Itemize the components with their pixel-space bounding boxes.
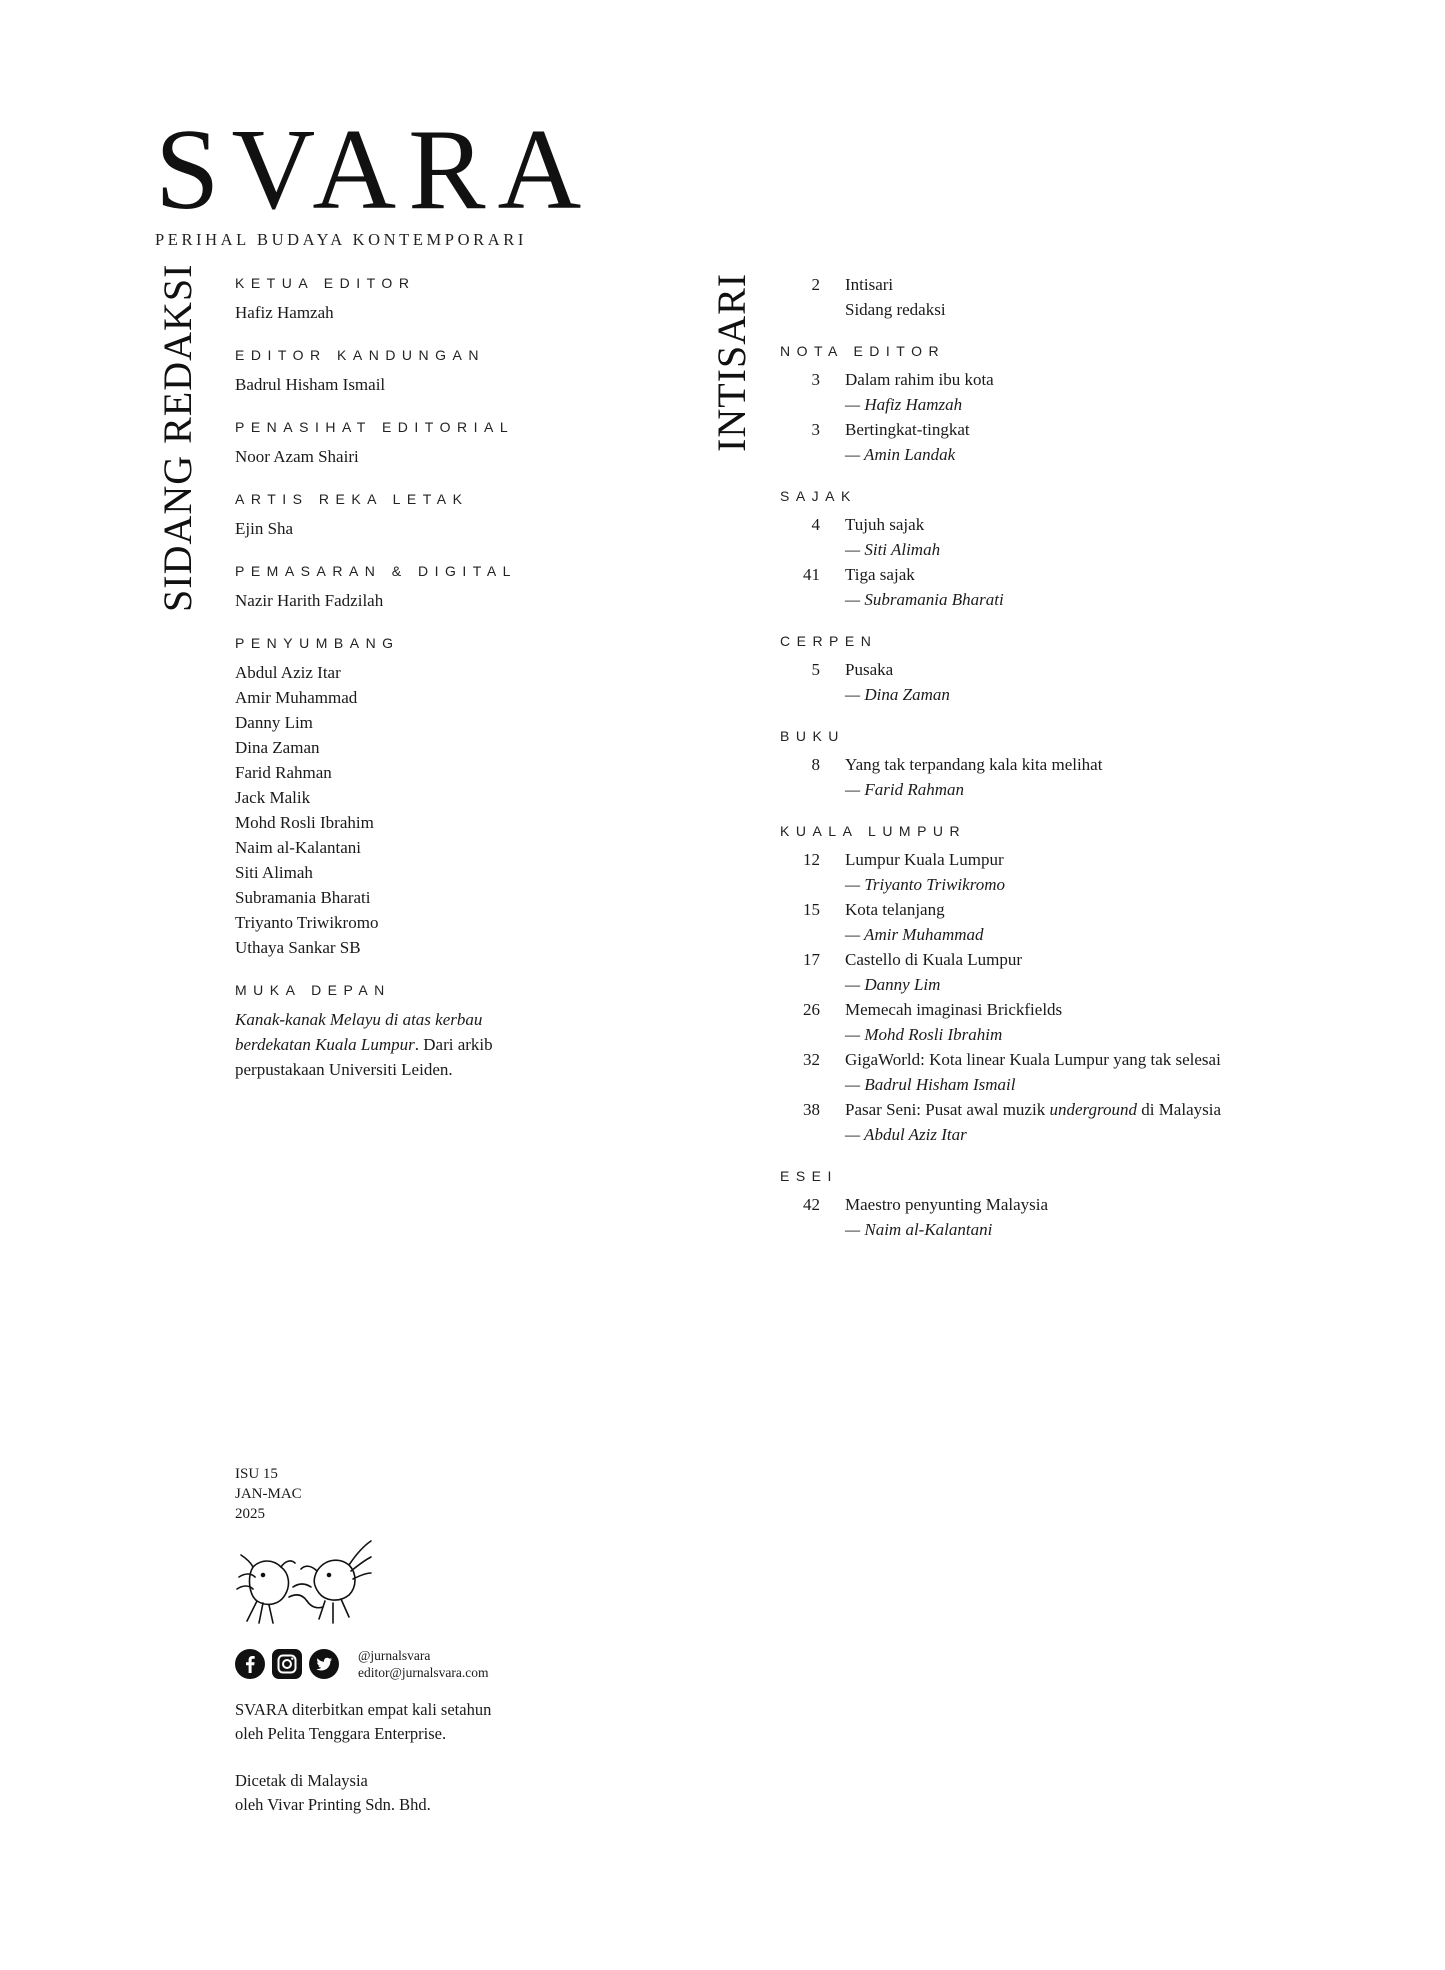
toc-entry-text	[845, 997, 1400, 1047]
toc-title-italic: underground	[1049, 1100, 1137, 1119]
toc-section	[780, 824, 1400, 1147]
toc-intro	[780, 272, 1400, 322]
credit-name: Naim al-Kalantani	[235, 838, 362, 857]
toc-section	[780, 1169, 1400, 1242]
toc-entry	[780, 512, 1400, 562]
role-block	[235, 492, 565, 541]
toc-entry	[780, 752, 1400, 802]
toc-entry	[780, 1047, 1400, 1097]
toc-entry	[780, 997, 1400, 1047]
toc-title: Bertingkat-tingkat	[845, 420, 970, 439]
toc-section-label: SAJAK	[780, 488, 857, 504]
toc-section	[780, 489, 1400, 612]
toc-title: Kota telanjang	[845, 900, 945, 919]
toc-page-number: 41	[803, 565, 820, 584]
toc-page-number: 4	[811, 515, 820, 534]
toc-title: Tiga sajak	[845, 565, 915, 584]
credit-name: Danny Lim	[235, 713, 313, 732]
credit-name: Subramania Bharati	[235, 888, 371, 907]
editorial-board	[235, 276, 565, 1105]
contact-email[interactable]: editor@jurnalsvara.com	[358, 1665, 489, 1680]
toc-section-label: CERPEN	[780, 633, 878, 649]
toc-title-part: Pasar Seni: Pusat awal muzik	[845, 1100, 1050, 1119]
toc-author: — Hafiz Hamzah	[845, 395, 963, 414]
toc-page-number: 32	[803, 1050, 820, 1069]
role-block	[235, 276, 565, 325]
issue-line: 2025	[235, 1506, 265, 1522]
colophon	[235, 1698, 655, 1840]
toc-title: Pusaka	[845, 660, 894, 679]
toc-title: GigaWorld: Kota linear Kuala Lumpur yang tak selesai	[845, 1050, 1221, 1069]
toc-sections	[780, 344, 1400, 1242]
cover-caption-rest: . Dari arkib perpustakaan Universiti Leiden.	[235, 1035, 493, 1079]
credit-name: Nazir Harith Fadzilah	[235, 591, 384, 610]
toc-entry-text	[845, 417, 1400, 467]
toc-title: Intisari	[845, 275, 894, 294]
toc-entry	[780, 1192, 1400, 1242]
toc-author: — Badrul Hisham Ismail	[845, 1075, 1016, 1094]
role-block	[235, 636, 565, 960]
toc-entry-text	[845, 1097, 1400, 1147]
social-handle[interactable]: @jurnalsvara	[358, 1648, 431, 1663]
toc-page-number: 42	[803, 1195, 820, 1214]
toc-section-label: ESEI	[780, 1168, 838, 1184]
toc-section-label: NOTA EDITOR	[780, 343, 946, 359]
role-label: PENYUMBANG	[235, 635, 400, 651]
toc-title: Maestro penyunting Malaysia	[845, 1195, 1049, 1214]
toc-page-number: 12	[803, 850, 820, 869]
toc-title: Tujuh sajak	[845, 515, 925, 534]
toc-entry-text	[845, 1047, 1400, 1097]
toc-author: — Mohd Rosli Ibrahim	[845, 1025, 1003, 1044]
credit-name: Uthaya Sankar SB	[235, 938, 361, 957]
toc-page-number: 3	[811, 420, 820, 439]
cover-caption	[235, 1007, 535, 1082]
credit-name: Ejin Sha	[235, 519, 294, 538]
toc-entry-text	[845, 367, 1400, 417]
issue-line: JAN-MAC	[235, 1486, 302, 1502]
toc-entry	[780, 1097, 1400, 1147]
toc-author: — Dina Zaman	[845, 685, 950, 704]
toc-entry	[780, 272, 1400, 322]
credit-name: Badrul Hisham Ismail	[235, 375, 386, 394]
toc-subtitle: Sidang redaksi	[845, 300, 946, 319]
toc-entry	[780, 367, 1400, 417]
toc-entry	[780, 947, 1400, 997]
toc-author: — Amin Landak	[845, 445, 956, 464]
toc-author: — Abdul Aziz Itar	[845, 1125, 967, 1144]
credit-name: Triyanto Triwikromo	[235, 913, 379, 932]
toc-section	[780, 344, 1400, 467]
social-links	[235, 1647, 489, 1681]
credit-name: Hafiz Hamzah	[235, 303, 334, 322]
toc-entry-text	[845, 657, 1400, 707]
toc-title-part: di Malaysia	[1136, 1100, 1222, 1119]
toc-section	[780, 729, 1400, 802]
toc-title: Lumpur Kuala Lumpur	[845, 850, 1004, 869]
toc-page-number: 8	[811, 755, 820, 774]
toc-entry-text	[845, 562, 1400, 612]
toc-author: — Naim al-Kalantani	[845, 1220, 993, 1239]
twitter-icon[interactable]	[309, 1649, 339, 1679]
toc-entry	[780, 417, 1400, 467]
toc-page-number: 2	[811, 275, 820, 294]
toc-section-label: KUALA LUMPUR	[780, 823, 967, 839]
toc-author: — Danny Lim	[845, 975, 941, 994]
birds-illustration	[233, 1537, 373, 1627]
table-of-contents	[780, 272, 1400, 1264]
tagline: PERIHAL BUDAYA KONTEMPORARI	[155, 230, 527, 249]
credit-name: Mohd Rosli Ibrahim	[235, 813, 374, 832]
toc-entry	[780, 562, 1400, 612]
toc-entry-text	[845, 847, 1400, 897]
credit-name: Noor Azam Shairi	[235, 447, 359, 466]
role-label: ARTIS REKA LETAK	[235, 491, 469, 507]
cover-caption-italic: Kanak-kanak Melayu di atas kerbau berdekatan Kuala Lumpur	[235, 1010, 483, 1054]
toc-entry-text	[845, 752, 1400, 802]
printer-note: Dicetak di Malaysia oleh Vivar Printing Sdn. Bhd.	[235, 1771, 431, 1814]
credit-name: Farid Rahman	[235, 763, 332, 782]
masthead	[155, 106, 594, 250]
cover-label: MUKA DEPAN	[235, 982, 391, 998]
facebook-icon[interactable]	[235, 1649, 265, 1679]
toc-title: Memecah imaginasi Brickfields	[845, 1000, 1063, 1019]
role-block	[235, 420, 565, 469]
credit-name: Abdul Aziz Itar	[235, 663, 341, 682]
toc-author: — Amir Muhammad	[845, 925, 984, 944]
credit-name: Jack Malik	[235, 788, 311, 807]
toc-page-number: 38	[803, 1100, 820, 1119]
toc-section	[780, 634, 1400, 707]
credit-name: Dina Zaman	[235, 738, 320, 757]
toc-entry	[780, 657, 1400, 707]
instagram-icon[interactable]	[272, 1649, 302, 1679]
role-label: KETUA EDITOR	[235, 275, 416, 291]
logo: SVARA	[155, 106, 594, 234]
toc-entry-text	[845, 512, 1400, 562]
toc-author: — Subramania Bharati	[845, 590, 1004, 609]
toc-page-number: 15	[803, 900, 820, 919]
toc-entry-text	[845, 947, 1400, 997]
toc-title: Yang tak terpandang kala kita melihat	[845, 755, 1103, 774]
role-block	[235, 348, 565, 397]
toc-entry-text	[845, 897, 1400, 947]
sidang-redaksi-heading: SIDANG REDAKSI	[155, 263, 200, 612]
role-label: EDITOR KANDUNGAN	[235, 347, 485, 363]
toc-page-number: 3	[811, 370, 820, 389]
publisher-note: SVARA diterbitkan empat kali setahun oleh Pelita Tenggara Enterprise.	[235, 1700, 492, 1743]
toc-title	[845, 1097, 1400, 1122]
role-label: PEMASARAN & DIGITAL	[235, 563, 517, 579]
issue-info	[235, 1464, 302, 1524]
toc-entry-text	[845, 1192, 1400, 1242]
toc-entry	[780, 847, 1400, 897]
toc-page-number: 26	[803, 1000, 820, 1019]
toc-page-number: 5	[811, 660, 820, 679]
issue-line: ISU 15	[235, 1466, 278, 1482]
cover-credit-block	[235, 983, 565, 1082]
role-label: PENASIHAT EDITORIAL	[235, 419, 515, 435]
toc-page-number: 17	[803, 950, 820, 969]
toc-author: — Triyanto Triwikromo	[845, 875, 1005, 894]
toc-author: — Farid Rahman	[845, 780, 964, 799]
toc-section-label: BUKU	[780, 728, 845, 744]
toc-title: Castello di Kuala Lumpur	[845, 950, 1023, 969]
role-block	[235, 564, 565, 613]
credit-name: Siti Alimah	[235, 863, 313, 882]
credit-name: Amir Muhammad	[235, 688, 358, 707]
toc-entry	[780, 897, 1400, 947]
toc-author: — Siti Alimah	[845, 540, 941, 559]
intisari-heading: INTISARI	[709, 272, 754, 452]
toc-title: Dalam rahim ibu kota	[845, 370, 994, 389]
